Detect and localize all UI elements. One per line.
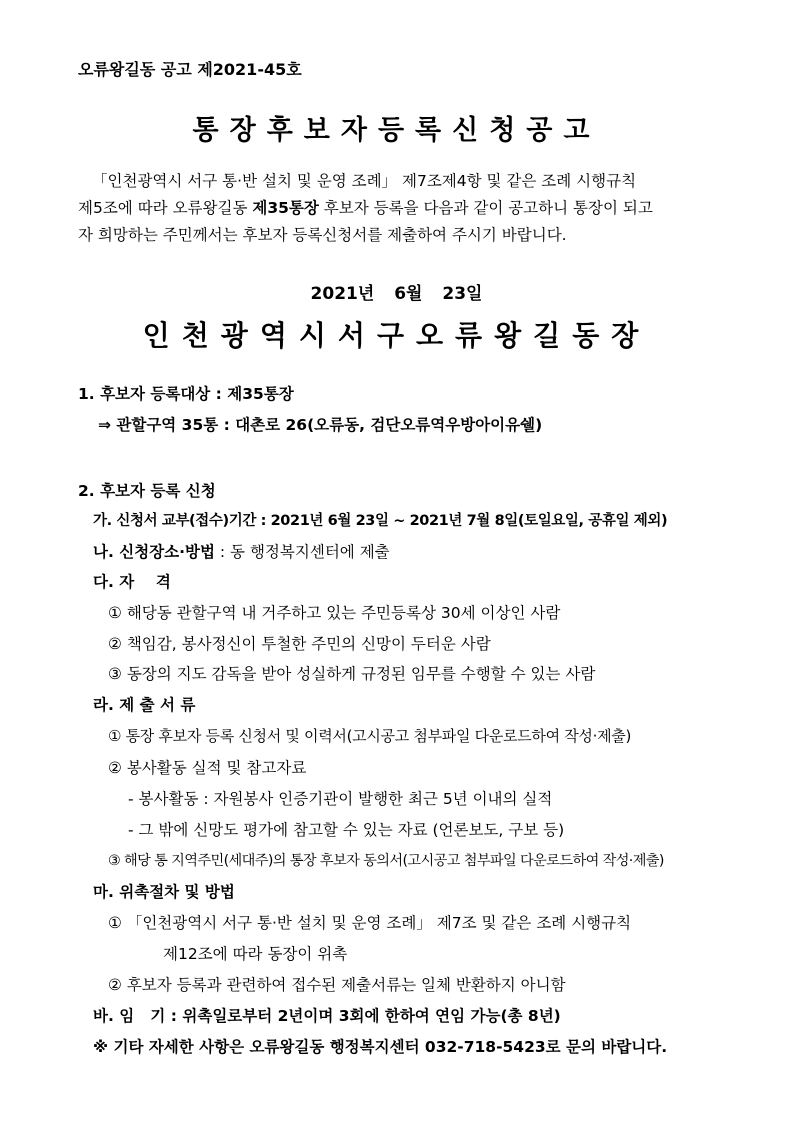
- place-text: : 동 행정복지센터에 제출: [214, 543, 390, 561]
- period-item: 가. 신청서 교부(접수)기간 : 2021년 6월 23일 ~ 2021년 7월 8일(토일요일, 공휴일 제외): [93, 513, 668, 529]
- intro-target: 제35통장: [252, 199, 319, 217]
- notice-number: 오류왕길동 공고 제2021-45호: [78, 60, 302, 79]
- issuer-title: 인천광역시서구오류왕길동장: [142, 319, 651, 352]
- intro-line-3: 자 희망하는 주민께서는 후보자 등록신청서를 제출하여 주시기 바랍니다.: [78, 226, 567, 244]
- section-2-heading: 2. 후보자 등록 신청: [78, 482, 216, 500]
- documents-subitem-1: - 봉사활동 : 자원봉사 인증기관이 발행한 최근 5년 이내의 실적: [128, 790, 553, 808]
- documents-item-2: ② 봉사활동 실적 및 참고자료: [108, 759, 307, 777]
- documents-subitem-2: - 그 밖에 신망도 평가에 참고할 수 있는 자료 (언론보도, 구보 등): [128, 821, 565, 839]
- qualification-item-1: ① 해당동 관할구역 내 거주하고 있는 주민등록상 30세 이상인 사람: [108, 604, 561, 622]
- qualification-heading: 다. 자 격: [93, 573, 171, 591]
- notice-date: 2021년 6월 23일: [310, 284, 483, 304]
- documents-heading: 라. 제 출 서 류: [93, 696, 196, 714]
- intro-line-2-pre: 제5조에 따라 오류왕길동: [78, 199, 253, 217]
- intro-line-2-post: 후보자 등록을 다음과 같이 공고하니 통장이 되고: [318, 199, 653, 217]
- appointment-item-1: ① 「인천광역시 서구 통·반 설치 및 운영 조례」 제7조 및 같은 조례 시행규칙: [108, 914, 632, 932]
- notice-title: 통장후보자등록신청공고: [192, 115, 601, 146]
- qualification-item-3: ③ 동장의 지도 감독을 받아 성실하게 규정된 임무를 수행할 수 있는 사람: [108, 665, 596, 683]
- intro-line-1: 「인천광역시 서구 통·반 설치 및 운영 조례」 제7조제4항 및 같은 조례 시행규칙: [92, 172, 637, 190]
- intro-line-2: [78, 195, 738, 222]
- documents-item-3: ③ 해당 통 지역주민(세대주)의 통장 후보자 동의서(고시공고 첨부파일 다운로드하여 작성·제출): [108, 853, 664, 869]
- intro-paragraph: [78, 168, 738, 249]
- section-1-heading: 1. 후보자 등록대상 : 제35통장: [78, 385, 294, 403]
- appointment-item-2: ② 후보자 등록과 관련하여 접수된 제출서류는 일체 반환하지 아니함: [108, 976, 566, 994]
- qualification-item-2: ② 책임감, 봉사정신이 투철한 주민의 신망이 두터운 사람: [108, 635, 491, 653]
- appointment-heading: 마. 위촉절차 및 방법: [93, 883, 235, 901]
- term-item: 바. 임 기 : 위촉일로부터 2년이며 3회에 한하여 연임 가능(총 8년): [93, 1007, 561, 1025]
- section-1-detail: ⇒ 관할구역 35통 : 대촌로 26(오류동, 검단오류역우방아이유쉘): [98, 416, 543, 434]
- documents-item-1: ① 통장 후보자 등록 신청서 및 이력서(고시공고 첨부파일 다운로드하여 작성·제출): [108, 727, 632, 745]
- footer-note: ※ 기타 자세한 사항은 오류왕길동 행정복지센터 032-718-5423로 문의 바랍니다.: [93, 1038, 668, 1056]
- place-item: [93, 542, 390, 562]
- place-label: 나. 신청장소·방법: [93, 543, 215, 561]
- appointment-item-1-cont: 제12조에 따라 동장이 위촉: [163, 945, 348, 963]
